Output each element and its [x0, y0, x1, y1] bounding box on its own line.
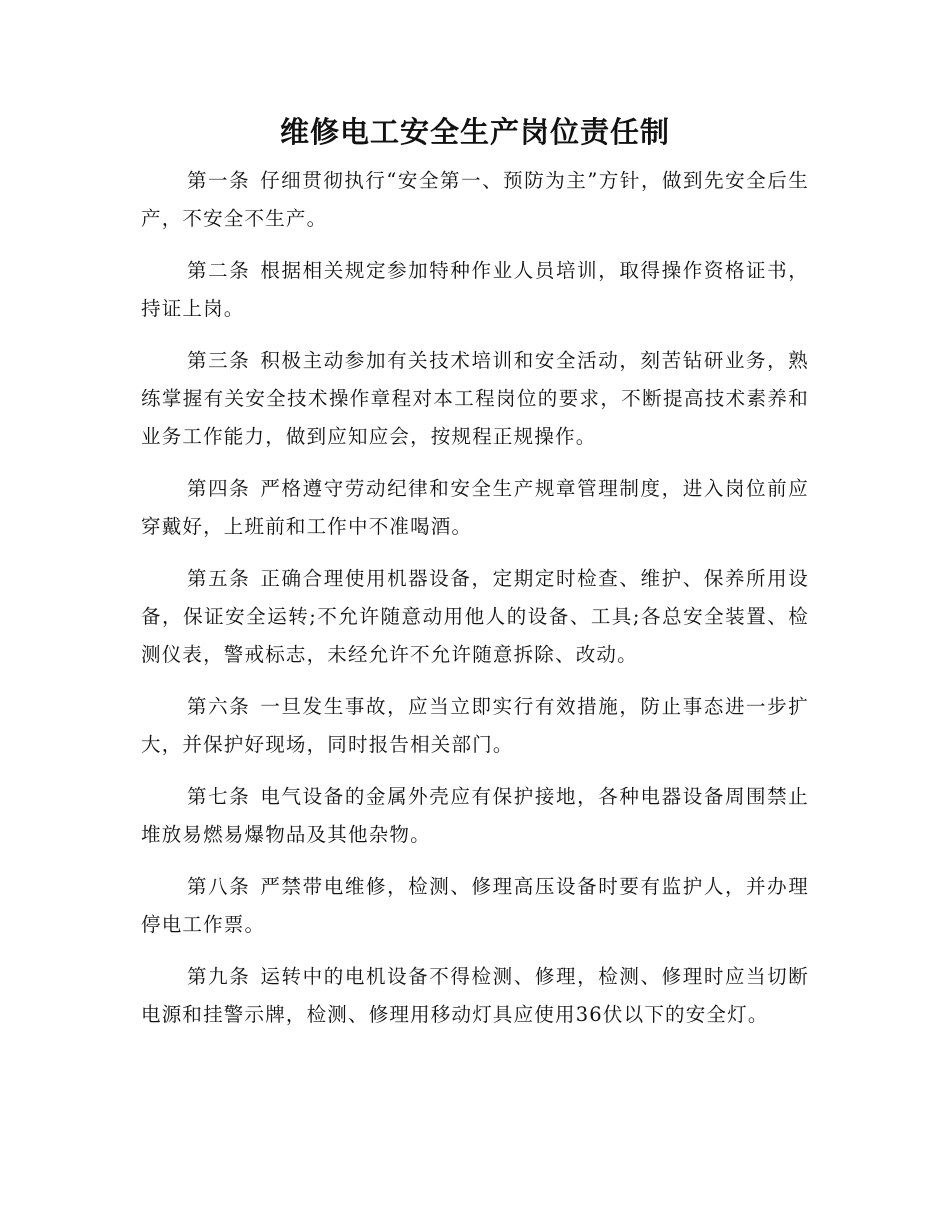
article-text: 电气设备的金属外壳应有保护接地，各种电器设备周围禁止堆放易燃易爆物品及其他杂物。 [141, 785, 809, 846]
article-list [141, 162, 809, 1048]
article-4 [141, 470, 809, 546]
article-number: 第四条 [187, 477, 251, 500]
article-3 [141, 342, 809, 456]
article-number: 第三条 [187, 349, 251, 372]
article-1 [141, 162, 809, 238]
article-text: 根据相关规定参加特种作业人员培训，取得操作资格证书，持证上岗。 [141, 259, 809, 320]
article-number: 第九条 [187, 965, 251, 988]
document-title: 维修电工安全生产岗位责任制 [279, 115, 670, 149]
article-text: 正确合理使用机器设备，定期定时检查、维护、保养所用设备，保证安全运转;不允许随意动用他人的设备、工具;各总安全装置、检测仪表，警戒标志，未经允许不允许随意拆除、改动。 [141, 567, 809, 666]
article-6 [141, 688, 809, 764]
article-number: 第五条 [187, 567, 251, 590]
article-number: 第六条 [187, 695, 251, 718]
article-text: 严格遵守劳动纪律和安全生产规章管理制度，进入岗位前应穿戴好，上班前和工作中不准喝酒。 [141, 477, 809, 538]
article-text: 严禁带电维修，检测、修理高压设备时要有监护人，并办理停电工作票。 [141, 875, 809, 936]
article-9 [141, 958, 809, 1034]
article-7 [141, 778, 809, 854]
article-text: 一旦发生事故，应当立即实行有效措施，防止事态进一步扩大，并保护好现场，同时报告相关部门。 [141, 695, 809, 756]
article-text: 仔细贯彻执行“安全第一、预防为主”方针，做到先安全后生产，不安全不生产。 [141, 169, 809, 230]
article-number: 第一条 [187, 169, 251, 192]
article-text: 运转中的电机设备不得检测、修理，检测、修理时应当切断电源和挂警示牌，检测、修理用移动灯具应使用36伏以下的安全灯。 [141, 965, 809, 1026]
article-5 [141, 560, 809, 674]
article-number: 第二条 [187, 259, 251, 282]
article-number: 第七条 [187, 785, 251, 808]
article-text: 积极主动参加有关技术培训和安全活动，刻苦钻研业务，熟练掌握有关安全技术操作章程对本工程岗位的要求，不断提高技术素养和业务工作能力，做到应知应会，按规程正规操作。 [141, 349, 809, 448]
article-number: 第八条 [187, 875, 251, 898]
article-8 [141, 868, 809, 944]
article-2 [141, 252, 809, 328]
